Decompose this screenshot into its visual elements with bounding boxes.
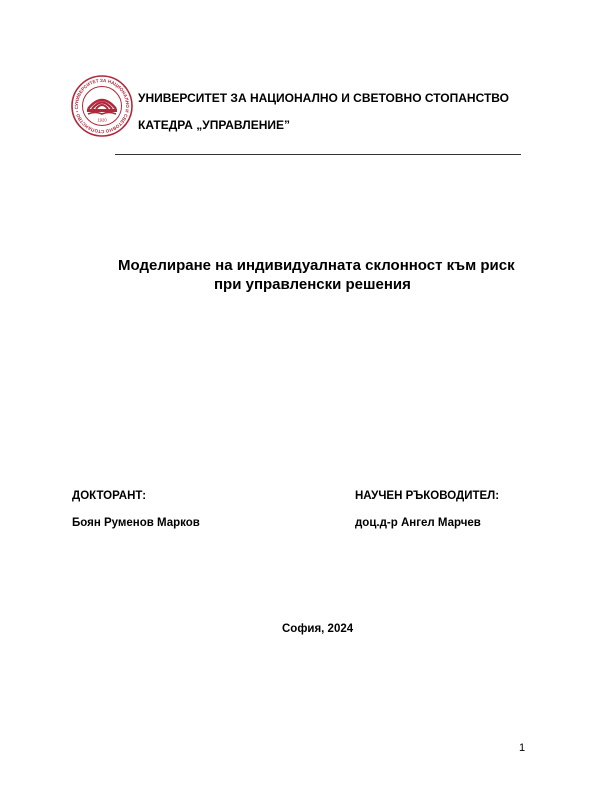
logo-ring-text: УНИВЕРСИТЕТ ЗА НАЦИОНАЛНО И СВЕТОВНО СТОПАНСТВО • С: [73, 77, 131, 135]
doctoral-candidate-label: ДОКТОРАНТ:: [72, 490, 147, 502]
header-divider: [115, 154, 521, 155]
doctoral-candidate-name: Боян Руменов Марков: [72, 517, 200, 529]
department-name: КАТЕДРА „УПРАВЛЕНИЕ”: [138, 118, 291, 132]
supervisor-label: НАУЧЕН РЪКОВОДИТЕЛ:: [355, 490, 500, 502]
thesis-title-line-1: Моделиране на индивидуалната склонност към риск: [118, 257, 515, 274]
university-logo: [71, 75, 133, 137]
place-and-year: София, 2024: [282, 623, 354, 635]
thesis-title-line-2: при управленски решения: [214, 276, 411, 293]
university-seal-icon: [71, 75, 133, 137]
logo-year: 1920: [97, 117, 107, 123]
supervisor-name: доц.д-р Ангел Марчев: [355, 517, 481, 529]
university-name: УНИВЕРСИТЕТ ЗА НАЦИОНАЛНО И СВЕТОВНО СТОПАНСТВО: [138, 91, 509, 105]
page-number: 1: [519, 742, 526, 754]
